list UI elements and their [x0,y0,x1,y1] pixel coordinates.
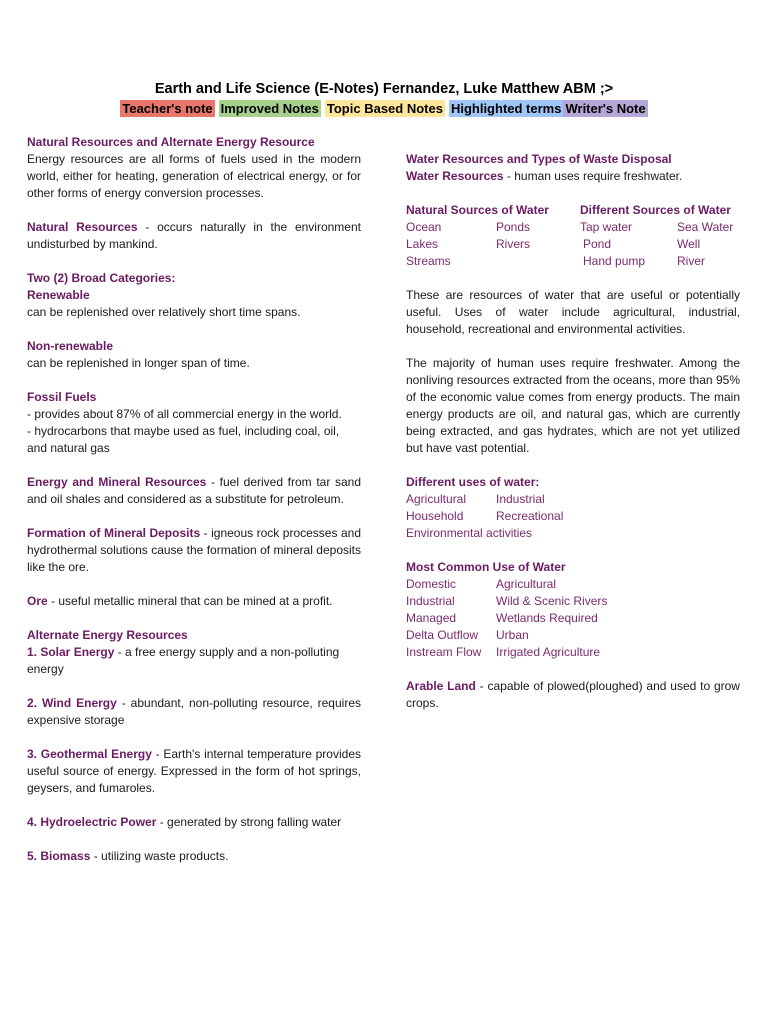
table-row [406,253,733,270]
term: Formation of Mineral Deposits [27,526,201,540]
categories-heading: Two (2) Broad Categories: [27,271,176,285]
alternate-energy-heading: Alternate Energy Resources [27,628,188,642]
water-uses-paragraph: These are resources of water that are useful or potentially useful. Uses of water include agricultural, industrial, household, recreational and environmental activities. [406,288,740,336]
term: Arable Land [406,679,476,693]
definition: - fuel derived from tar sand and oil shales and considered as a substitute for petroleum. [27,475,361,506]
table-cell: Hand pump [583,254,646,268]
table-cell: Ocean [406,220,442,234]
energy-mineral-definition [27,474,361,508]
table-cell: Instream Flow [406,645,482,659]
fossil-fuels-term: Fossil Fuels [27,390,97,404]
right-column [406,151,740,712]
term: 5. Biomass [27,849,91,863]
table-row [406,576,607,593]
term: Energy and Mineral Resources [27,475,207,489]
table-row [406,644,607,661]
formation-definition [27,525,361,576]
section-heading: Natural Resources and Alternate Energy Resource [27,135,315,149]
table-cell: Lakes [406,237,439,251]
arable-land-definition [406,678,740,712]
hydroelectric-definition [27,814,361,831]
term: Ore [27,594,48,608]
table-cell: Recreational [496,509,564,523]
section-heading: Water Resources and Types of Waste Disposal [406,152,672,166]
definition: - igneous rock processes and hydrothermal solutions cause the formation of mineral deposits like the ore. [27,526,361,574]
renewable-definition: can be replenished over relatively short time spans. [27,305,301,319]
renewable-term: Renewable [27,288,90,302]
color-legend [0,100,768,117]
legend-highlighted-terms: Highlighted terms [450,101,562,116]
table-cell: Urban [496,628,529,642]
table-row [406,508,563,525]
table-cell: Agricultural [496,577,557,591]
table-cell: Managed [406,611,457,625]
table-cell: Wild & Scenic Rivers [496,594,608,608]
water-resources-definition [406,168,740,185]
freshwater-paragraph: The majority of human uses require freshwater. Among the nonliving resources extracted from the oceans, more than 95% of the economic value comes from energy products. The main energy products are oil, and natural gas, which are currently being extracted, and gas hydrates, which are not yet utilized but have vast potential. [406,356,740,455]
table-cell: River [677,254,706,268]
definition: - Earth's internal temperature provides useful source of energy. Expressed in the form of hot springs, geysers, and fumaroles. [27,747,361,795]
table-cell: Agricultural [406,492,467,506]
fossil-fuels-line: - provides about 87% of all commercial energy in the world. [27,407,342,421]
definition: - capable of plowed(ploughed) and used to grow crops. [406,679,740,710]
nonrenewable-term: Non-renewable [27,339,114,353]
table-cell: Irrigated Agriculture [496,645,601,659]
table-row [406,236,733,253]
table-cell: Pond [583,237,612,251]
table-cell: Well [677,237,701,251]
definition: - a free energy supply and a non-polluting energy [27,645,340,676]
document-title: Earth and Life Science (E-Notes) Fernandez, Luke Matthew ABM ;> [154,81,614,97]
geothermal-energy-definition [27,746,361,797]
table-row [406,610,607,627]
intro-paragraph: Energy resources are all forms of fuels used in the modern world, either for heating, generation of electrical energy, or for other forms of energy conversion processes. [27,152,361,200]
table-row [406,627,607,644]
table-header: Different Sources of Water [580,203,731,217]
wind-energy-definition [27,695,361,729]
left-column [27,134,361,865]
term: Natural Resources [27,220,138,234]
definition: - abundant, non-polluting resource, requires expensive storage [27,696,361,727]
table-cell: Tap water [580,220,633,234]
legend-improved-notes: Improved Notes [220,101,319,116]
common-use-heading: Most Common Use of Water [406,560,566,574]
table-cell: Rivers [496,237,531,251]
term: 1. Solar Energy [27,645,115,659]
definition: - useful metallic mineral that can be mined at a profit. [47,594,333,608]
definition: - generated by strong falling water [156,815,342,829]
term: 3. Geothermal Energy [27,747,152,761]
table-cell: Ponds [496,220,531,234]
table-row [406,491,563,508]
nonrenewable-definition: can be replenished in longer span of time. [27,356,250,370]
table-cell: Delta Outflow [406,628,479,642]
legend-topic-based-notes: Topic Based Notes [326,101,443,116]
biomass-definition [27,848,361,865]
fossil-fuels-line: - hydrocarbons that maybe used as fuel, including coal, oil, and natural gas [27,424,340,455]
natural-resources-definition [27,219,361,253]
definition: - utilizing waste products. [90,849,229,863]
ore-definition [27,593,361,610]
table-row [406,219,733,236]
table-cell: Industrial [496,492,545,506]
table-cell: Household [406,509,464,523]
term: 2. Wind Energy [27,696,117,710]
uses-last-item: Environmental activities [406,526,533,540]
legend-teachers-note: Teacher's note [122,101,213,116]
term: 4. Hydroelectric Power [27,815,157,829]
table-cell [496,253,580,270]
definition: - occurs naturally in the environment undisturbed by mankind. [27,220,361,251]
solar-energy-definition [27,644,361,678]
definition: - human uses require freshwater. [503,169,683,183]
common-use-table [406,576,607,661]
table-row [406,593,607,610]
water-sources-table [406,202,733,270]
table-cell: Domestic [406,577,457,591]
table-cell: Streams [406,254,451,268]
term: Water Resources [406,169,504,183]
table-cell: Wetlands Required [496,611,598,625]
table-cell: Sea Water [677,220,734,234]
legend-writers-note: Writer's Note [565,101,646,116]
table-cell: Industrial [406,594,455,608]
uses-table [406,491,563,525]
uses-heading: Different uses of water: [406,475,540,489]
table-header: Natural Sources of Water [406,203,549,217]
